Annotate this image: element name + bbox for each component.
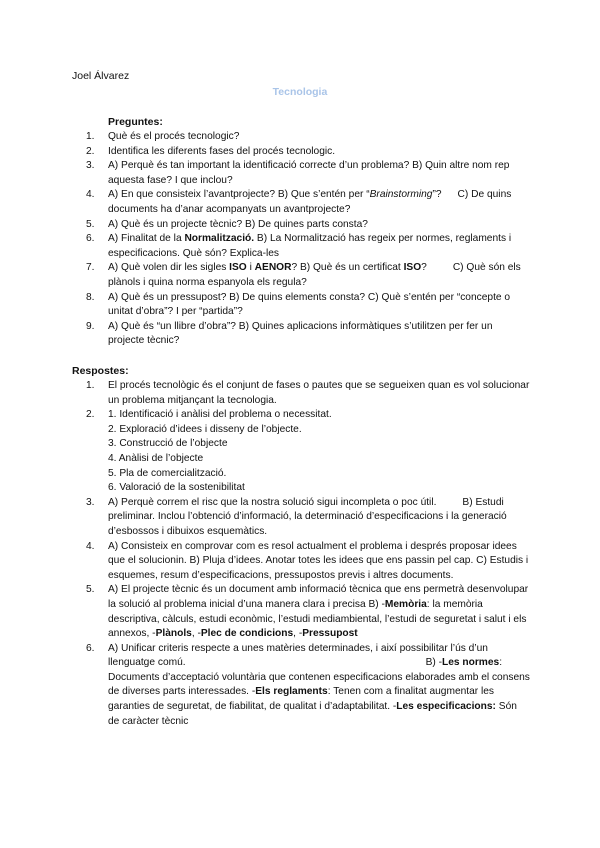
question-item <box>86 130 531 145</box>
question-number: 5. <box>86 218 95 230</box>
answer-item <box>86 642 531 730</box>
answer-text: A) Perquè correm el risc que la nostra solució sigui incompleta o poc útil. B) Estudi preliminar. Inclou l’obtenció d’informació, la determinació d’especificacions i la generació d’esbossos i dibuixos esquemàtics. <box>108 496 507 537</box>
answer-text: A) Consisteix en comprovar com es resol actualment el problema i després proposar idees que el solucionin. B) Pluja d’idees. Anotar totes les idees que ens passin pel cap. C) Estudis i esquemes, resum d’especificacions, pressupostos previs i altres documents. <box>108 540 529 581</box>
answer-number: 3. <box>86 496 95 508</box>
question-item <box>86 261 531 290</box>
question-item <box>86 145 531 160</box>
answer-number: 2. <box>86 409 95 421</box>
question-number: 7. <box>86 262 95 274</box>
question-number: 4. <box>86 189 95 201</box>
document-title: Tecnologia <box>272 86 328 98</box>
question-text: A) Què volen dir les sigles ISO i AENOR? B) Què és un certificat ISO? C) Què són els plànols i quina norma espanyola els regula? <box>108 262 521 288</box>
answer-text: El procés tecnològic és el conjunt de fases o pautes que se segueixen quan es vol solucionar un problema mitjançant la tecnologia. <box>108 380 530 406</box>
question-item <box>86 188 531 217</box>
question-number: 6. <box>86 233 95 245</box>
question-item <box>86 320 531 349</box>
answer-item <box>86 583 531 641</box>
answer-item <box>86 496 531 540</box>
questions-list <box>86 130 531 349</box>
answer-number: 5. <box>86 584 95 596</box>
question-number: 3. <box>86 160 95 172</box>
question-text: A) Què és un pressupost? B) De quins elements consta? C) Què s’entén per “concepte o unitat d’obra”? I per “partida”? <box>108 291 511 318</box>
answer-number: 1. <box>86 380 95 391</box>
question-number: 9. <box>86 320 95 332</box>
question-item <box>86 218 531 233</box>
answer-text: A) Unificar criteris respecte a unes matèries determinades, i així possibilitar l’ús d’un llenguatge comú. B) -Les normes: Documents d’acceptació voluntària que contenen especificacions elaborades amb el consens de diverses parts interessades. -Els reglaments: Tenen com a finalitat augmentar les garanties de seguretat, de fiabilitat, de qualitat i d’adaptabilitat. -Les especificacions: Són de caràcter tècnic <box>108 642 530 727</box>
author-name: Joel Álvarez <box>72 70 130 82</box>
question-text: A) Finalitat de la Normalització. B) La Normalització has regeix per normes, reglaments i especificacions. Què són? Explica-les <box>108 233 512 259</box>
phase-line: 1. Identificació i anàlisi del problema o necessitat. <box>108 409 332 421</box>
question-text: A) En que consisteix l’avantprojecte? B) Que s’entén per “Brainstorming”? C) De quins documents ha d’anar acompanyats un avantprojecte? <box>108 189 512 215</box>
phase-line: 3. Construcció de l’objecte <box>108 438 228 450</box>
question-number: 1. <box>86 131 95 142</box>
answer-number: 4. <box>86 540 95 552</box>
question-text: A) Perquè és tan important la identificació correcte d’un problema? B) Quin altre nom rep aquesta fase? I que inclou? <box>108 160 510 186</box>
answers-list <box>86 379 531 729</box>
phase-line: 2. Exploració d’idees i disseny de l’objecte. <box>108 423 302 435</box>
question-item <box>86 159 531 188</box>
questions-heading: Preguntes: <box>108 116 163 128</box>
answer-item <box>86 540 531 584</box>
question-text: Què és el procés tecnologic? <box>108 131 240 142</box>
question-item <box>86 291 531 320</box>
question-text: Identifica les diferents fases del procés tecnologic. <box>108 145 336 157</box>
answer-number: 6. <box>86 642 95 654</box>
question-number: 2. <box>86 145 95 157</box>
question-text: A) Què és un projecte tècnic? B) De quines parts consta? <box>108 218 368 230</box>
question-number: 8. <box>86 291 95 303</box>
phase-line: 4. Anàlisi de l’objecte <box>108 452 204 464</box>
question-text: A) Què és “un llibre d’obra”? B) Quines aplicacions informàtiques s’utilitzen per fer un projecte tècnic? <box>108 320 493 347</box>
answer-text: A) El projecte tècnic és un document amb informació tècnica que ens permetrà desenvolupar la solució al problema inicial d’una manera clara i precisa B) -Memòria: la memòria descriptiva, càlculs, estudi econòmic, l’estudi mediambiental, l’estudi de seguretat i salut i els annexos, -Plànols, -Plec de condicions, -Pressupost <box>108 584 529 640</box>
answers-heading: Respostes: <box>72 365 129 377</box>
phase-line: 5. Pla de comercialització. <box>108 467 227 479</box>
answer-item <box>86 379 531 408</box>
question-item <box>86 232 531 261</box>
phase-line: 6. Valoració de la sostenibilitat <box>108 482 245 494</box>
answer-item <box>86 408 531 496</box>
